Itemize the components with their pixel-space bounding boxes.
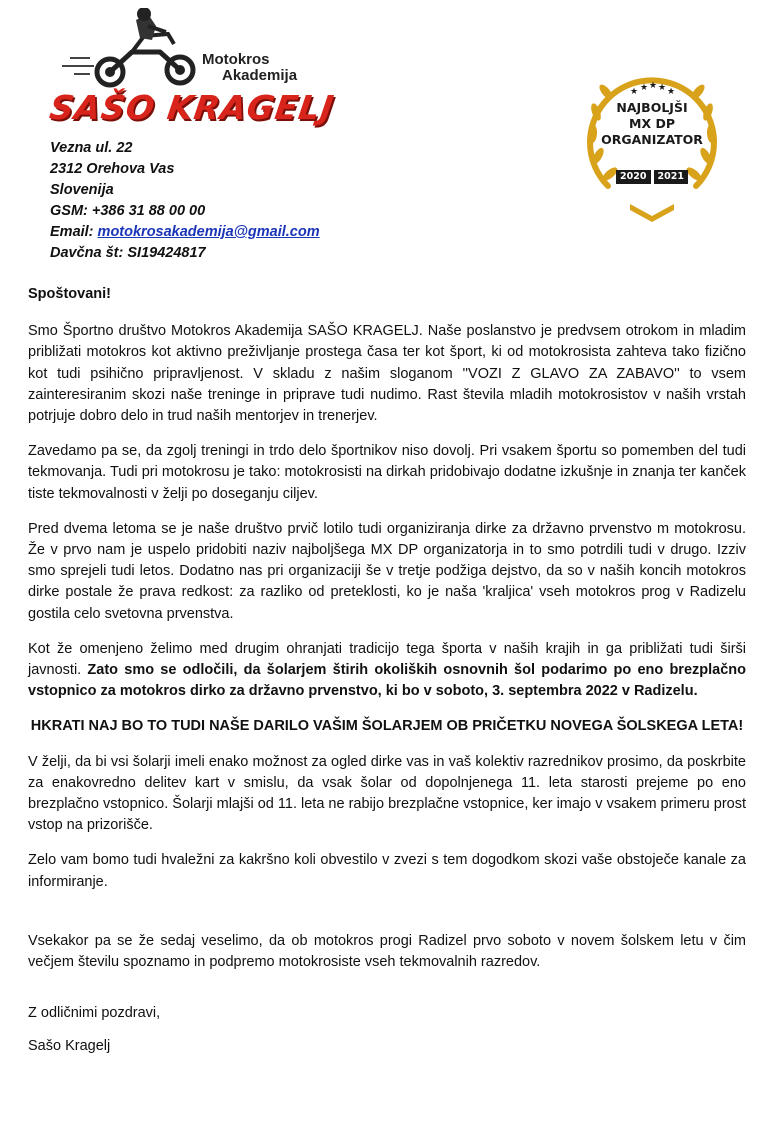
paragraph-4-text: Kot že omenjeno želimo med drugim ohranjati tradicijo tega športa v naših krajih in ga približati tudi širši javnosti. <box>28 640 746 679</box>
paragraph-7: Vsekakor pa se že sedaj veselimo, da ob motokros progi Radizel prvo soboto v novem šolskem letu v čim večjem številu spoznamo in podpremo motokrosiste vseh tekmovalnih razredov. <box>28 932 746 971</box>
address-tax: Davčna št: SI19424817 <box>50 245 206 261</box>
paragraph-5: V želji, da bi vsi šolarji imeli enako možnost za ogled dirke vas in vaš kolektiv razrednikov prosimo, da poskrbite za enakovredno delitev kart v smislu, da vsak šolar od dopolnjenega 11. leta starosti prejeme po eno brezplačno vstopnico. Šolarji mlajši od 11. leta ne rabijo brezplačne vstopnice, ker imajo v vsakem primeru prost vstop na prizorišče. <box>28 753 746 834</box>
address-email-label: Email: <box>50 224 98 240</box>
badge-years <box>616 170 688 184</box>
badge-year-1: 2020 <box>616 170 651 184</box>
svg-text:★: ★ <box>640 83 649 93</box>
logo-academy-line2: Akademija <box>222 67 298 84</box>
svg-text:★: ★ <box>649 81 658 91</box>
svg-text:★: ★ <box>630 87 639 97</box>
address-country: Slovenija <box>50 182 114 198</box>
address-city: 2312 Orehova Vas <box>50 161 175 177</box>
paragraph-2: Zavedamo pa se, da zgolj treningi in trdo delo športnikov niso dovolj. Pri vsakem športu so pomemben del tudi tekmovanja. Tudi pri motokrosu je tako: motokrosisti na dirkah pridobivajo dodatne izkušnje in znanja ter kanček tiste tekmovalnosti v želji po doseganju ciljev. <box>28 443 746 502</box>
paragraph-4-highlight: Zato smo se odločili, da šolarjem štirih okoliških osnovnih šol podarimo po eno brezplačno vstopnico za motokros dirko za državno prvenstvo, ki bo v soboto, 3. septembra 2022 v Radizelu. <box>28 662 746 700</box>
address-email-row <box>50 222 320 243</box>
logo-academy-text <box>202 52 297 84</box>
logo-academy-line1: Motokros <box>202 51 270 68</box>
closing-greeting: Z odličnimi pozdravi, <box>28 1005 161 1022</box>
badge-line3: ORGANIZATOR <box>601 132 703 147</box>
paragraph-6: Zelo vam bomo tudi hvaležni za kakršno koli obvestilo v zvezi s tem dogodkom skozi vaše obstoječe kanale za informiranje. <box>28 852 746 890</box>
address-street: Vezna ul. 22 <box>50 140 133 156</box>
sender-address <box>50 138 320 264</box>
logo-name: SAŠO KRAGELJ <box>47 88 337 127</box>
salutation: Spoštovani! <box>28 286 111 302</box>
paragraph-1: Smo Športno društvo Motokros Akademija SAŠO KRAGELJ. Naše poslanstvo je predvsem otrokom in mladim približati motokros kot aktivno preživljanje prostega časa ter kot šport, ki od motokrosista zahteva tako fizično kot tudi psihično pripravljenost. V skladu z našim sloganom ''VOZI Z GLAVO ZA ZABAVO'' to vsem zainteresiranim skozi naše treninge in priprave tudi nudimo. Rast števila mladih motokrosistov v naših vrstah potrjuje dobro delo in trud naših mentorjev in trenerjev. <box>28 323 746 425</box>
badge-title <box>578 100 726 148</box>
badge-year-2: 2021 <box>654 170 689 184</box>
club-logo <box>40 8 340 128</box>
letter-body <box>28 284 746 1072</box>
email-link[interactable]: motokrosakademija@gmail.com <box>97 224 320 240</box>
paragraph-3: Pred dvema letoma se je naše društvo prvič lotilo tudi organiziranja dirke za državno prvenstvo m motokrosu. Že v prvo nam je uspelo pridobiti naziv najboljšega MX DP organizatorja in to smo potrdili tudi v drugo. Izziv smo sprejeli tudi letos. Dodatno nas pri organizaciji še v tretje podžiga dejstvo, da so v naših koncih motokros dirke postale že prava redkost: za razliko od preteklosti, ko je naša 'kraljica' vseh motokros prog v Radizelu gostila celo svetovna prvenstva. <box>28 520 746 622</box>
address-phone: GSM: +386 31 88 00 00 <box>50 203 206 219</box>
badge-line2: MX DP <box>629 116 675 131</box>
signature: Sašo Kragelj <box>28 1038 111 1055</box>
award-badge <box>578 56 726 226</box>
paragraph-4 <box>28 639 746 703</box>
announcement-headline: HKRATI NAJ BO TO TUDI NAŠE DARILO VAŠIM ŠOLARJEM OB PRIČETKU NOVEGA ŠOLSKEGA LETA! <box>30 718 744 735</box>
svg-text:★: ★ <box>658 83 667 93</box>
badge-line1: NAJBOLJŠI <box>616 100 688 115</box>
svg-text:★: ★ <box>667 87 676 97</box>
